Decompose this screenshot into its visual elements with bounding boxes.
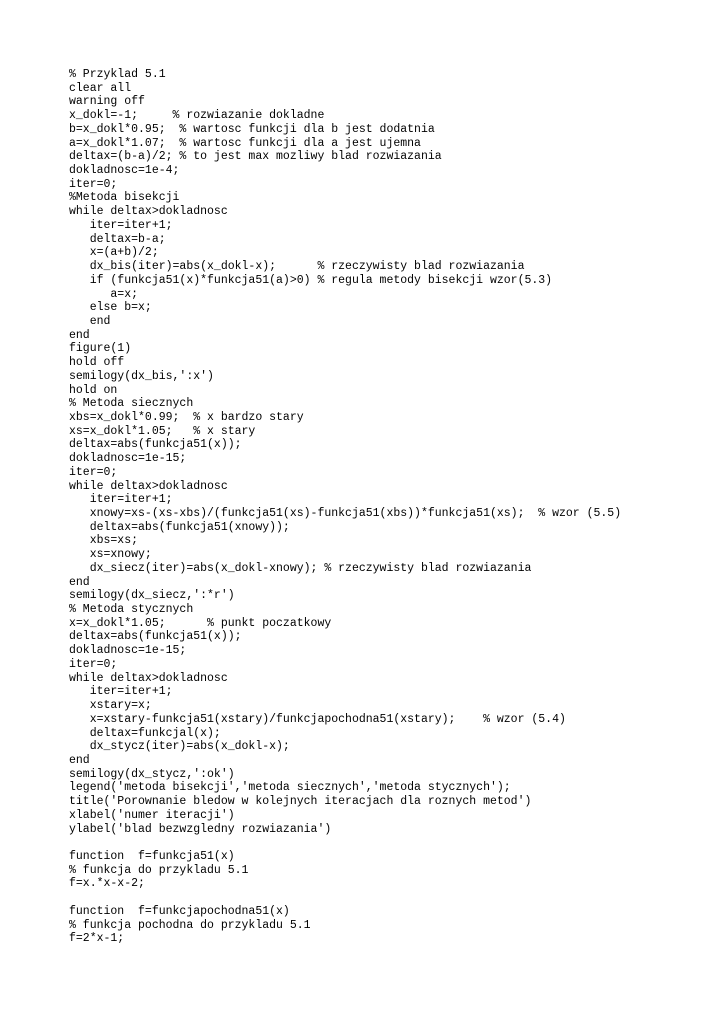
- code-line: clear all: [69, 81, 132, 95]
- code-line: f=x.*x-x-2;: [69, 877, 145, 891]
- code-line: dx_bis(iter)=abs(x_dokl-x); % rzeczywisty blad rozwiazania: [69, 260, 525, 274]
- code-line: if (funkcja51(x)*funkcja51(a)>0) % regula metody bisekcji wzor(5.3): [69, 273, 553, 287]
- code-line: while deltax>dokladnosc: [69, 671, 228, 685]
- code-line: end: [69, 328, 90, 342]
- code-line: title('Porownanie bledow w kolejnych iteracjach dla roznych metod'): [69, 795, 532, 809]
- code-line: xlabel('numer iteracji'): [69, 808, 235, 822]
- code-line: semilogy(dx_stycz,':ok'): [69, 767, 235, 781]
- code-line: end: [69, 753, 90, 767]
- code-line: warning off: [69, 95, 145, 109]
- code-line: x=xstary-funkcja51(xstary)/funkcjapochodna51(xstary); % wzor (5.4): [69, 712, 566, 726]
- code-line: x=x_dokl*1.05; % punkt poczatkowy: [69, 616, 332, 630]
- code-line: deltax=abs(funkcja51(x));: [69, 438, 242, 452]
- code-line: f=2*x-1;: [69, 932, 125, 946]
- code-line: end: [69, 314, 111, 328]
- code-line: function f=funkcjapochodna51(x): [69, 904, 290, 918]
- code-line: dokladnosc=1e-15;: [69, 644, 187, 658]
- code-line: iter=iter+1;: [69, 218, 173, 232]
- code-line: semilogy(dx_bis,':x'): [69, 369, 214, 383]
- code-line: iter=iter+1;: [69, 685, 173, 699]
- code-line: ylabel('blad bezwzgledny rozwiazania'): [69, 822, 332, 836]
- code-line: iter=0;: [69, 177, 118, 191]
- code-line: deltax=abs(funkcja51(xnowy));: [69, 520, 290, 534]
- code-line: dokladnosc=1e-4;: [69, 164, 180, 178]
- code-line: x=(a+b)/2;: [69, 246, 159, 260]
- code-line: iter=0;: [69, 465, 118, 479]
- code-line: iter=0;: [69, 657, 118, 671]
- code-line: function f=funkcja51(x): [69, 849, 235, 863]
- code-line: figure(1): [69, 342, 132, 356]
- code-listing: [69, 68, 621, 946]
- code-line: a=x_dokl*1.07; % wartosc funkcji dla a jest ujemna: [69, 136, 421, 150]
- code-line: xbs=x_dokl*0.99; % x bardzo stary: [69, 410, 304, 424]
- code-line: else b=x;: [69, 301, 152, 315]
- code-line: %Metoda bisekcji: [69, 191, 180, 205]
- code-line: dokladnosc=1e-15;: [69, 452, 187, 466]
- code-line: while deltax>dokladnosc: [69, 205, 228, 219]
- code-line: deltax=funkcjal(x);: [69, 726, 221, 740]
- code-line: a=x;: [69, 287, 139, 301]
- code-line: % funkcja pochodna do przykladu 5.1: [69, 918, 311, 932]
- code-line: dx_siecz(iter)=abs(x_dokl-xnowy); % rzeczywisty blad rozwiazania: [69, 561, 532, 575]
- code-line: deltax=(b-a)/2; % to jest max mozliwy blad rozwiazania: [69, 150, 442, 164]
- code-line: while deltax>dokladnosc: [69, 479, 228, 493]
- code-line: xs=x_dokl*1.05; % x stary: [69, 424, 256, 438]
- code-line: % Metoda stycznych: [69, 603, 194, 617]
- code-line: [69, 891, 621, 905]
- code-line: semilogy(dx_siecz,':*r'): [69, 589, 235, 603]
- code-line: iter=iter+1;: [69, 493, 173, 507]
- code-line: end: [69, 575, 90, 589]
- code-line: x_dokl=-1; % rozwiazanie dokladne: [69, 109, 325, 123]
- code-line: [69, 836, 621, 850]
- code-line: legend('metoda bisekcji','metoda siecznych','metoda stycznych');: [69, 781, 511, 795]
- code-line: b=x_dokl*0.95; % wartosc funkcji dla b jest dodatnia: [69, 122, 435, 136]
- code-line: % Przyklad 5.1: [69, 68, 166, 81]
- code-line: xbs=xs;: [69, 534, 139, 548]
- code-line: % funkcja do przykladu 5.1: [69, 863, 249, 877]
- code-line: xnowy=xs-(xs-xbs)/(funkcja51(xs)-funkcja51(xbs))*funkcja51(xs); % wzor (5.5): [69, 507, 622, 520]
- code-line: % Metoda siecznych: [69, 397, 194, 411]
- code-line: deltax=b-a;: [69, 232, 166, 246]
- code-line: dx_stycz(iter)=abs(x_dokl-x);: [69, 740, 290, 754]
- code-line: xs=xnowy;: [69, 548, 152, 562]
- code-line: xstary=x;: [69, 699, 152, 713]
- code-line: hold off: [69, 356, 125, 370]
- code-line: hold on: [69, 383, 118, 397]
- code-line: deltax=abs(funkcja51(x));: [69, 630, 242, 644]
